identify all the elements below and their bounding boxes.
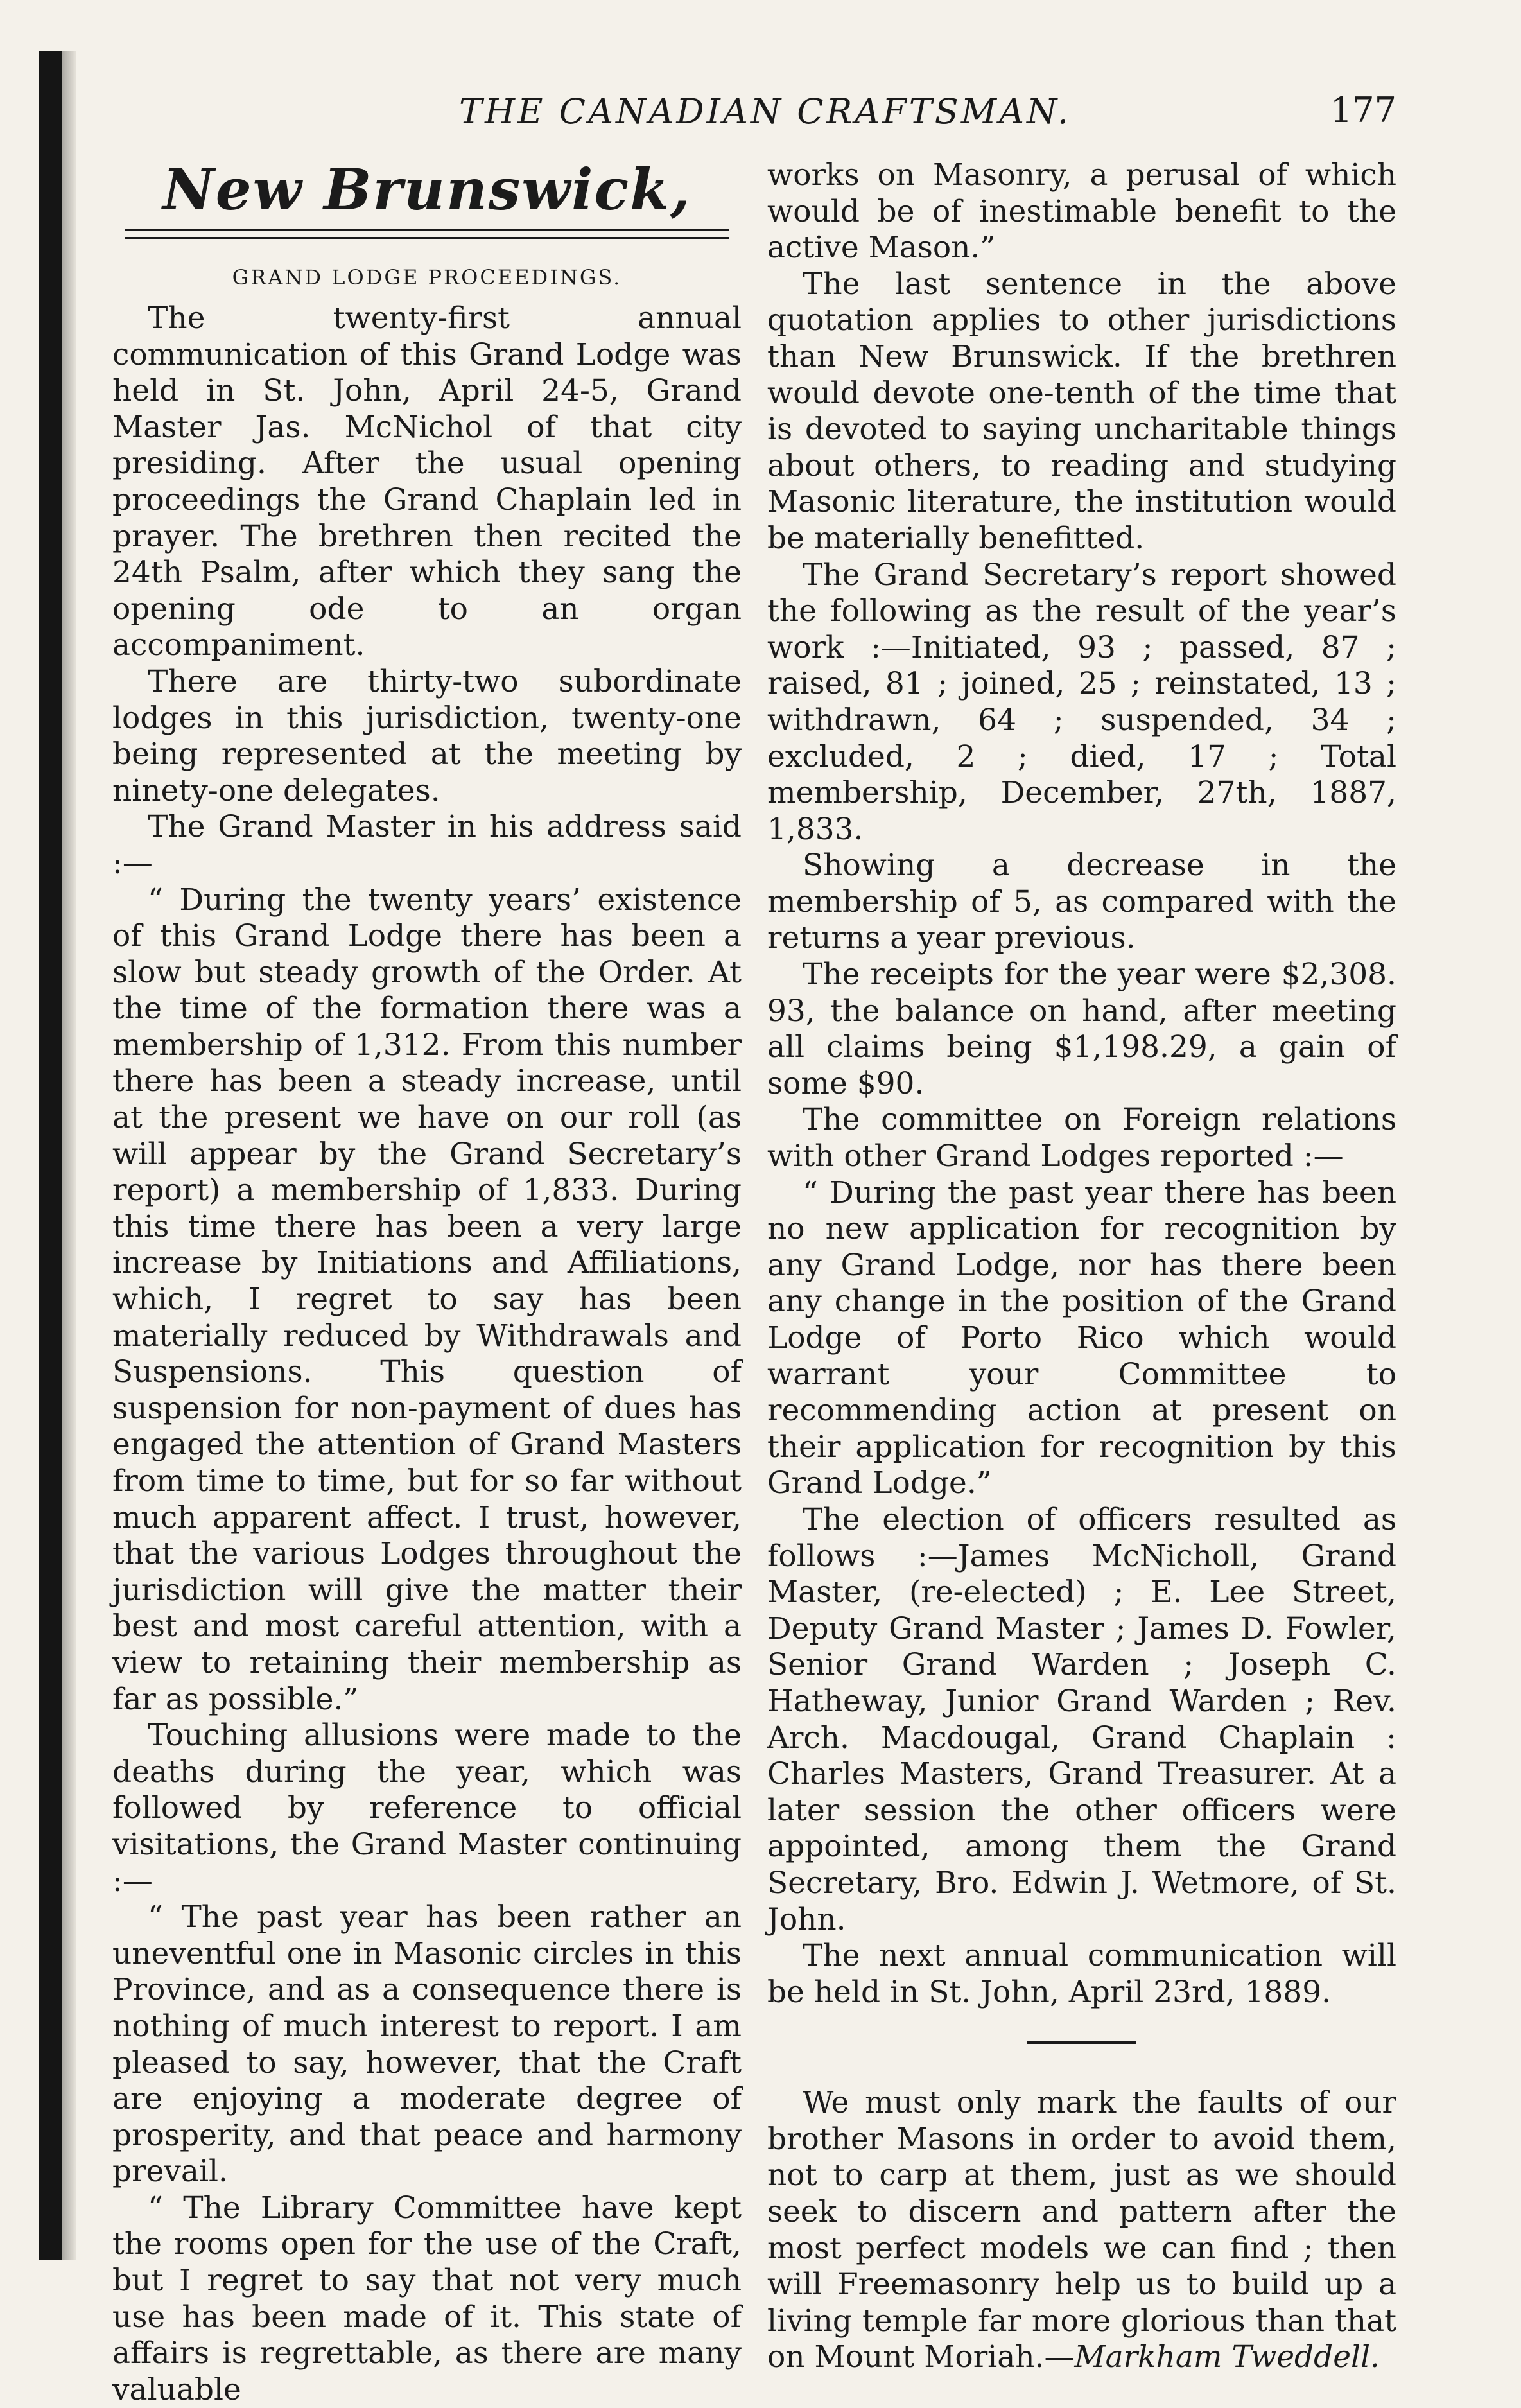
page-number: 177 [1330, 90, 1396, 130]
paragraph-last-sentence: The last sentence in the above quotation applies to other jurisdictions than New Brunswick. If the brethren would devote one-tenth of the time that is devoted to saying uncharitable things about others, to reading and studying Masonic literature, the institution would be materially benefitted. [767, 266, 1396, 556]
paragraph-committee-quote: “ During the past year there has been no new application for recognition by any Grand Lodge, nor has there been any change in the position of the Grand Lodge of Porto Rico which would warrant your Committee to recommending action at present on their application for recognition by this Grand Lodge.” [767, 1174, 1396, 1501]
right-column [767, 157, 1396, 2376]
running-title: THE CANADIAN CRAFTSMAN. [459, 91, 1071, 132]
magazine-page [112, 77, 1396, 2407]
paragraph-secretary-report: The Grand Secretary’s report showed the following as the result of the year’s work :—Initiated, 93 ; passed, 87 ; raised, 81 ; joined, 25 ; reinstated, 13 ; withdrawn, 64 ; suspended, 34 ; excluded, 2 ; died, 17 ; Total membership, December, 27th, 1887, 1,833. [767, 557, 1396, 847]
paragraph-address-intro: The Grand Master in his address said :— [112, 809, 742, 881]
page-binding-shadow [39, 51, 62, 2260]
closing-quotation [767, 2085, 1396, 2376]
paragraph-foreign-relations: The committee on Foreign relations with other Grand Lodges reported :— [767, 1102, 1396, 1174]
quotation-text: We must only mark the faults of our brother Masons in order to avoid them, not to carp at them, just as we should seek to discern and pattern after the most perfect models we can find ; then will Freemasonry help us to build up a living temple far more glorious than that on Mount Moriah.— [767, 2085, 1396, 2375]
paragraph-past-year: “ The past year has been rather an uneventful one in Masonic circles in this Province, and as a consequence there is nothing of much interest to report. I am pleased to say, however, that the Craft are enjoying a moderate degree of prosperity, and that peace and harmony prevail. [112, 1899, 742, 2190]
left-column [112, 157, 742, 2408]
paragraph-subordinate-lodges: There are thirty-two subordinate lodges in this jurisdiction, twenty-one being represented at the meeting by ninety-one delegates. [112, 663, 742, 808]
paragraph-receipts: The receipts for the year were $2,308. 93, the balance on hand, after meeting all claims being $1,198.29, a gain of some $90. [767, 957, 1396, 1101]
section-heading: GRAND LODGE PROCEEDINGS. [232, 265, 622, 290]
paragraph-election: The election of officers resulted as follows :—James McNicholl, Grand Master, (re-elected) ; E. Lee Street, Deputy Grand Master ; James D. Fowler, Senior Grand Warden ; Joseph C. Hatheway, Junior Grand Warden ; Rev. Arch. Macdougal, Grand Chaplain : Charles Masters, Grand Treasurer. At a later session the other officers were appointed, among them the Grand Secretary, Bro. Edwin J. Wetmore, of St. John. [767, 1501, 1396, 1937]
paragraph-annual-communication: The twenty-first annual communication of this Grand Lodge was held in St. John, April 24-5, Grand Master Jas. McNichol of that city presiding. After the usual opening proceedings the Grand Chaplain led in prayer. The brethren then recited the 24th Psalm, after which they sang the opening ode to an organ accompaniment. [112, 301, 742, 663]
page-gutter [62, 51, 76, 2260]
quotation-paragraph [767, 2085, 1396, 2376]
paragraph-continuation: works on Masonry, a perusal of which would be of inestimable benefit to the active Mason.” [767, 157, 1396, 266]
running-head [112, 85, 1396, 130]
paragraph-touching-allusions: Touching allusions were made to the deaths during the year, which was followed by reference to official visitations, the Grand Master continuing :— [112, 1718, 742, 1899]
article-title: New Brunswick, [162, 156, 691, 223]
paragraph-next-communication: The next annual communication will be held in St. John, April 23rd, 1889. [767, 1938, 1396, 2010]
title-double-rule [125, 229, 729, 239]
paragraph-address-quote: “ During the twenty years’ existence of this Grand Lodge there has been a slow but steady growth of the Order. At the time of the formation there was a membership of 1,312. From this number there has been a steady increase, until at the present we have on our roll (as will appear by the Grand Secretary’s report) a membership of 1,833. During this time there has been a very large increase by Initiations and Affiliations, which, I regret to say has been materially reduced by Withdrawals and Suspensions. This question of suspension for non-payment of dues has engaged the attention of Grand Masters from time to time, but for so far without much apparent affect. I trust, however, that the various Lodges throughout the jurisdiction will give the matter their best and most careful attention, with a view to retaining their membership as far as possible.” [112, 882, 742, 1717]
paragraph-membership-decrease: Showing a decrease in the membership of 5, as compared with the returns a year previous. [767, 848, 1396, 956]
section-divider-rule [1027, 2041, 1136, 2044]
paragraph-library-committee: “ The Library Committee have kept the rooms open for the use of the Craft, but I regret to say that not very much use has been made of it. This state of affairs is regrettable, as there are many valuable [112, 2190, 742, 2407]
quotation-attribution: Markham Tweddell. [1074, 2339, 1380, 2375]
